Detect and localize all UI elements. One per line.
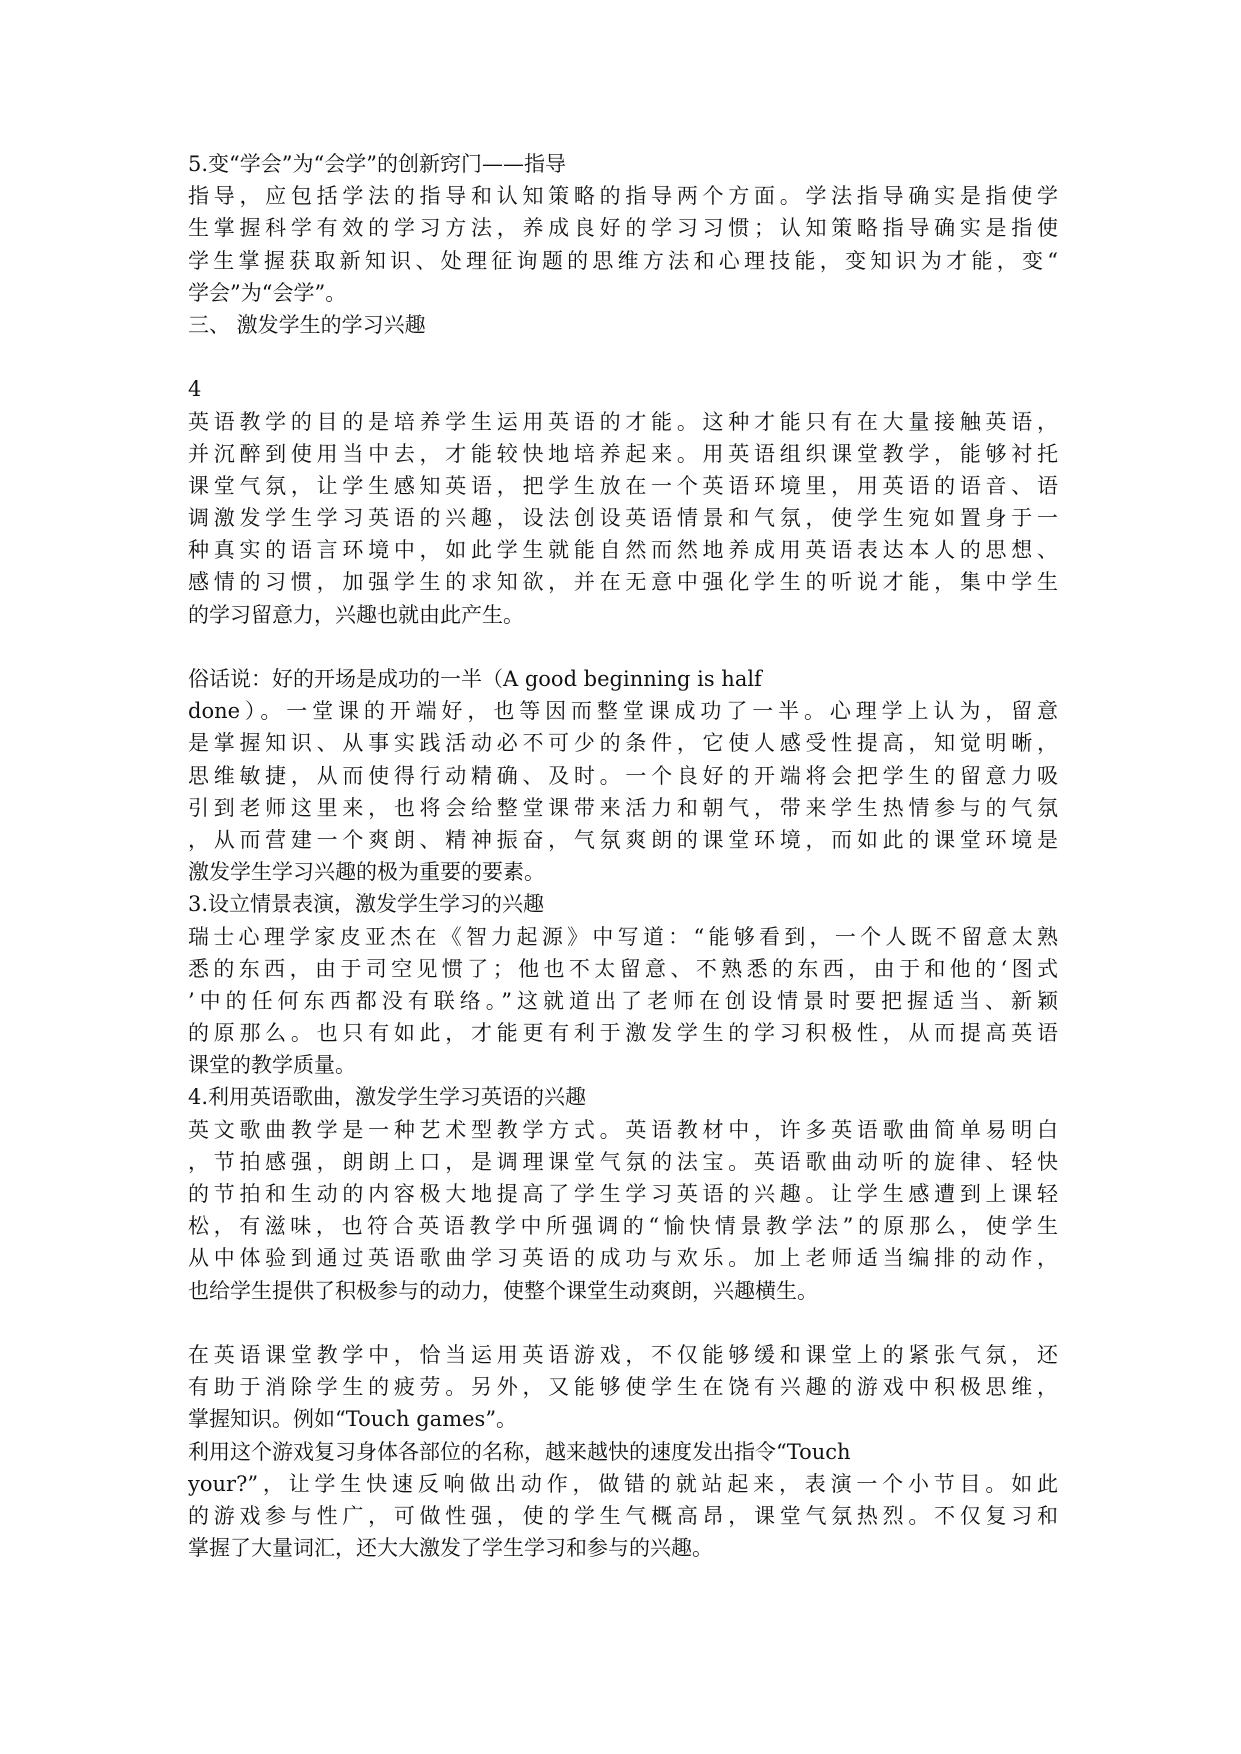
- text-line: ，从而营建一个爽朗、精神振奋，气氛爽朗的课堂环境，而如此的课堂环境是: [188, 827, 1058, 852]
- text-line: 的原那么。也只有如此，才能更有利于激发学生的学习积极性，从而提高英语: [188, 1021, 1058, 1046]
- blank-line: [188, 631, 1058, 663]
- text-line: 4: [188, 377, 202, 402]
- text-line: 也给学生提供了积极参与的动力，使整个课堂生动爽朗，兴趣横生。: [188, 1278, 818, 1303]
- text-line: 思维敏捷，从而使得行动精确、及时。一个良好的开端将会把学生的留意力吸: [188, 763, 1058, 788]
- text-line: 感情的习惯，加强学生的求知欲，并在无意中强化学生的听说才能，集中学生: [188, 570, 1058, 595]
- text-line: 的节拍和生动的内容极大地提高了学生学习英语的兴趣。让学生感遭到上课轻: [188, 1182, 1058, 1206]
- text-line: 课堂气氛，让学生感知英语，把学生放在一个英语环境里，用英语的语音、语: [188, 473, 1058, 498]
- text-line: 并沉醉到使用当中去，才能较快地培养起来。用英语组织课堂教学，能够衬托: [188, 441, 1058, 466]
- text-line: 课堂的教学质量。: [188, 1053, 356, 1078]
- text-line: your?”，让学生快速反响做出动作，做错的就站起来，表演一个小节目。如此: [188, 1471, 1058, 1496]
- text-line: 有助于消除学生的疲劳。另外，又能够使学生在饶有兴趣的游戏中积极思维，: [188, 1375, 1058, 1400]
- text-line: 瑞士心理学家皮亚杰在《智力起源》中写道：“能够看到，一个人既不留意太熟: [188, 924, 1058, 949]
- text-line: ，节拍感强，朗朗上口，是调理课堂气氛的法宝。英语歌曲动听的旋律、轻快: [188, 1149, 1058, 1174]
- text-line: 调激发学生学习英语的兴趣，设法创设英语情景和气氛，使学生宛如置身于一: [188, 506, 1058, 531]
- text-line: 引到老师这里来，也将会给整堂课带来活力和朝气，带来学生热情参与的气氛: [188, 795, 1058, 820]
- text-line: 是掌握知识、从事实践活动必不可少的条件，它使人感受性提高，知觉明晰，: [188, 731, 1058, 756]
- text-line: 生掌握科学有效的学习方法，养成良好的学习习惯；认知策略指导确实是指使: [188, 216, 1058, 241]
- section-heading: 5.变“学会”为“会学”的创新窍门——指导: [188, 152, 566, 176]
- text-line: 激发学生学习兴趣的极为重要的要素。: [188, 860, 545, 885]
- document-page: [188, 148, 1058, 1564]
- text-line: 种真实的语言环境中，如此学生就能自然而然地养成用英语表达本人的思想、: [188, 538, 1058, 563]
- text-line: ’中的任何东西都没有联络。”这就道出了老师在创设情景时要把握适当、新颖: [188, 988, 1058, 1013]
- section-heading: 4.利用英语歌曲，激发学生学习英语的兴趣: [188, 1085, 587, 1110]
- text-line: 指导，应包括学法的指导和认知策略的指导两个方面。学法指导确实是指使学: [188, 184, 1058, 209]
- text-line: 俗话说：好的开场是成功的一半（A good beginning is half: [188, 667, 762, 691]
- section-heading: 三、 激发学生的学习兴趣: [188, 312, 426, 337]
- text-line: 掌握知识。例如“Touch games”。: [188, 1407, 518, 1432]
- text-line: 在英语课堂教学中，恰当运用英语游戏，不仅能够缓和课堂上的紧张气氛，还: [188, 1342, 1058, 1367]
- text-line: 掌握了大量词汇，还大大激发了学生学习和参与的兴趣。: [188, 1536, 713, 1561]
- text-line: 学生掌握获取新知识、处理征询题的思维方法和心理技能，变知识为才能，变“: [188, 248, 1058, 273]
- text-line: 英文歌曲教学是一种艺术型教学方式。英语教材中，许多英语歌曲简单易明白: [188, 1117, 1058, 1142]
- section-heading: 3.设立情景表演，激发学生学习的兴趣: [188, 892, 545, 917]
- blank-line: [188, 341, 1058, 373]
- text-line: 英语教学的目的是培养学生运用英语的才能。这种才能只有在大量接触英语，: [188, 409, 1058, 434]
- text-line: 松，有滋味，也符合英语教学中所强调的“愉快情景教学法”的原那么，使学生: [188, 1214, 1058, 1239]
- text-line: 利用这个游戏复习身体各部位的名称，越来越快的速度发出指令“Touch: [188, 1439, 851, 1464]
- text-line: 的游戏参与性广，可做性强，使的学生气概高昂，课堂气氛热烈。不仅复习和: [188, 1503, 1058, 1528]
- text-line: 悉的东西，由于司空见惯了；他也不太留意、不熟悉的东西，由于和他的‘图式: [188, 956, 1058, 981]
- text-line: 的学习留意力，兴趣也就由此产生。: [188, 602, 524, 627]
- text-line: done）。一堂课的开端好，也等因而整堂课成功了一半。心理学上认为，留意: [188, 699, 1058, 724]
- text-line: 从中体验到通过英语歌曲学习英语的成功与欢乐。加上老师适当编排的动作，: [188, 1246, 1058, 1271]
- blank-line: [188, 1307, 1058, 1339]
- text-line: 学会”为“会学”。: [188, 280, 347, 305]
